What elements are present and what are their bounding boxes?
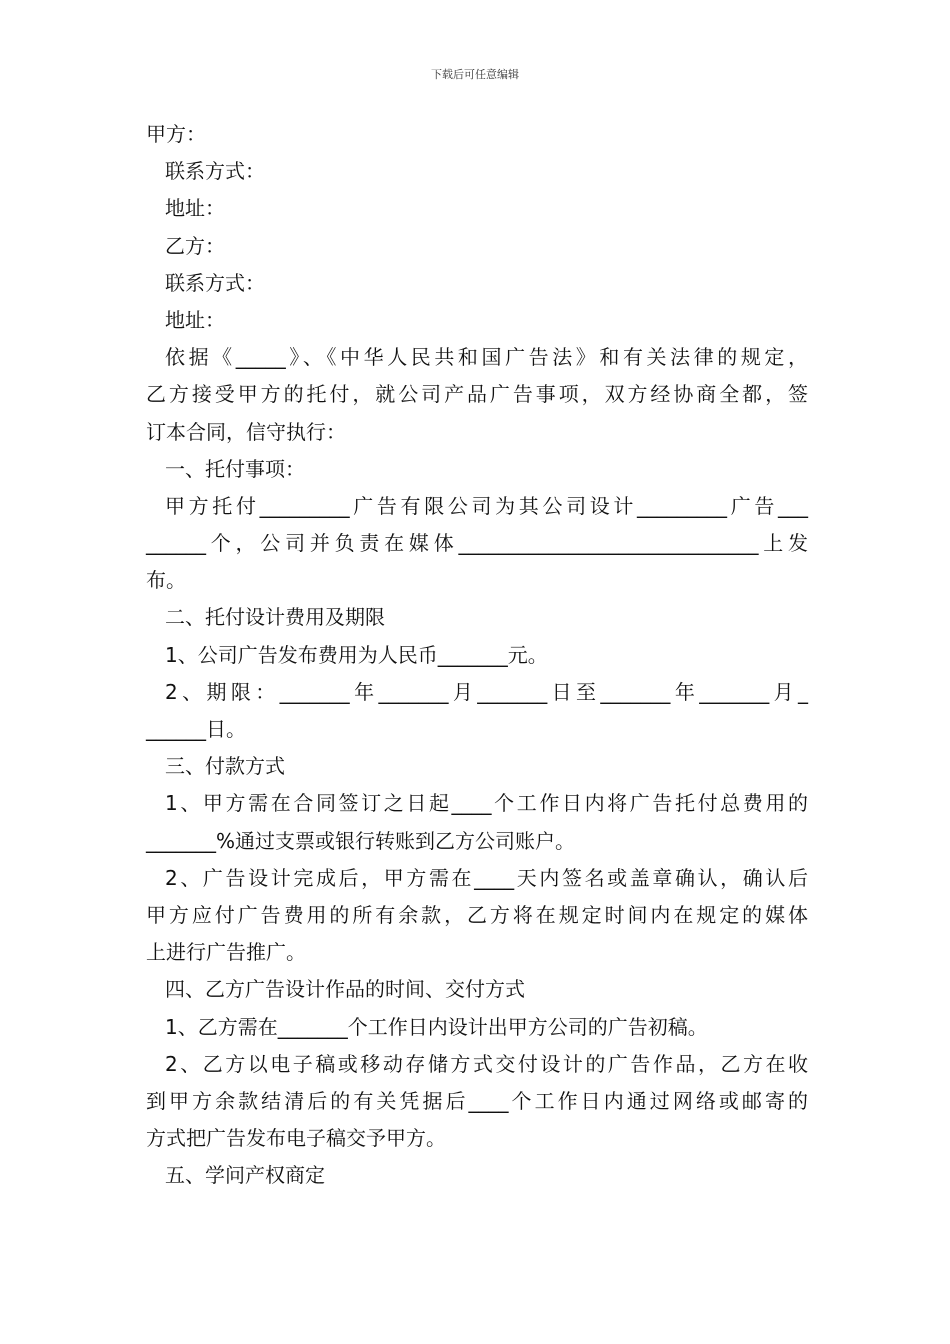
party-b-contact: 联系方式： <box>165 270 265 295</box>
section-5-heading: 五、学问产权商定 <box>165 1163 325 1188</box>
preamble-line-3: 订本合同，信守执行： <box>146 419 346 444</box>
page-header-note: 下载后可任意编辑 <box>431 68 519 81</box>
section-2-item-2-line-1: 2、期限：_______年_______月_______日至_______年_______月_ <box>165 679 808 704</box>
section-4-item-2-line-1: 2、乙方以电子稿或移动存储方式交付设计的广告作品，乙方在收 <box>165 1051 808 1076</box>
preamble-line-2: 乙方接受甲方的托付，就公司产品广告事项，双方经协商全都，签 <box>146 382 808 407</box>
section-4-heading: 四、乙方广告设计作品的时间、交付方式 <box>165 977 525 1002</box>
section-3-heading: 三、付款方式 <box>165 754 285 779</box>
party-a-label: 甲方： <box>146 122 206 146</box>
contract-body <box>146 116 808 1194</box>
section-3-item-1-line-1: 1、甲方需在合同签订之日起____个工作日内将广告托付总费用的 <box>165 791 808 816</box>
section-3-item-2-line-2: 甲方应付广告费用的所有余款，乙方将在规定时间内在规定的媒体 <box>146 902 808 927</box>
preamble-line-1: 依据《_____》、《中华人民共和国广告法》和有关法律的规定， <box>165 345 808 370</box>
section-1-line-2: ______个，公司并负责在媒体______________________________上发 <box>146 531 808 556</box>
section-1-line-3: 布。 <box>146 568 186 593</box>
section-4-item-2-line-2: 到甲方余款结清后的有关凭据后____个工作日内通过网络或邮寄的 <box>146 1088 808 1113</box>
party-a-address: 地址： <box>165 196 225 221</box>
section-4-item-1: 1、乙方需在_______个工作日内设计出甲方公司的广告初稿。 <box>165 1014 708 1039</box>
section-3-item-1-line-2: _______%通过支票或银行转账到乙方公司账户。 <box>146 828 576 853</box>
section-3-item-2-line-3: 上进行广告推广。 <box>146 940 306 965</box>
party-a-contact: 联系方式： <box>165 159 265 184</box>
section-1-line-1: 甲方托付_________广告有限公司为其公司设计_________广告___ <box>165 493 808 518</box>
section-2-item-1: 1、公司广告发布费用为人民币_______元。 <box>165 642 548 667</box>
section-2-heading: 二、托付设计费用及期限 <box>165 605 385 630</box>
section-3-item-2-line-1: 2、广告设计完成后，甲方需在____天内签名或盖章确认，确认后 <box>165 865 808 890</box>
party-b-address: 地址： <box>165 307 225 332</box>
section-1-heading: 一、托付事项： <box>165 456 305 481</box>
section-4-item-2-line-3: 方式把广告发布电子稿交予甲方。 <box>146 1126 446 1151</box>
section-2-item-2-line-2: ______日。 <box>146 717 246 741</box>
party-b-label: 乙方： <box>165 233 225 258</box>
